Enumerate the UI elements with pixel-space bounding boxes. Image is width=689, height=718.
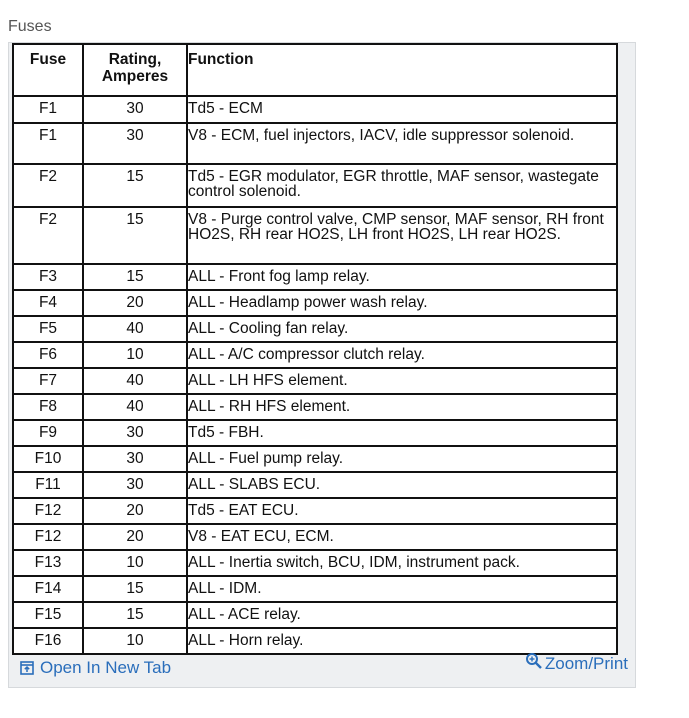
cell-rating: 10 bbox=[83, 342, 187, 368]
open-in-new-tab-link[interactable] bbox=[20, 658, 171, 678]
cell-fuse: F11 bbox=[13, 472, 83, 498]
cell-fuse: F8 bbox=[13, 394, 83, 420]
magnifier-icon bbox=[525, 652, 543, 670]
table-header-row bbox=[13, 44, 617, 96]
cell-rating: 40 bbox=[83, 394, 187, 420]
cell-function: ALL - Headlamp power wash relay. bbox=[187, 290, 617, 316]
cell-rating: 15 bbox=[83, 164, 187, 207]
header-rating-line2: Amperes bbox=[101, 68, 169, 85]
cell-function: ALL - RH HFS element. bbox=[187, 394, 617, 420]
cell-rating: 30 bbox=[83, 123, 187, 164]
cell-function: ALL - Fuel pump relay. bbox=[187, 446, 617, 472]
table-row bbox=[13, 576, 617, 602]
cell-fuse: F15 bbox=[13, 602, 83, 628]
table-row bbox=[13, 472, 617, 498]
cell-function: ALL - A/C compressor clutch relay. bbox=[187, 342, 617, 368]
cell-fuse: F12 bbox=[13, 524, 83, 550]
table-row bbox=[13, 446, 617, 472]
table-row bbox=[13, 123, 617, 164]
cell-rating: 15 bbox=[83, 207, 187, 264]
cell-rating: 30 bbox=[83, 446, 187, 472]
table-row bbox=[13, 164, 617, 207]
cell-fuse: F13 bbox=[13, 550, 83, 576]
cell-function: ALL - LH HFS element. bbox=[187, 368, 617, 394]
cell-rating: 20 bbox=[83, 498, 187, 524]
zoom-print-label: Zoom/Print bbox=[544, 654, 628, 673]
table-row bbox=[13, 420, 617, 446]
cell-rating: 15 bbox=[83, 602, 187, 628]
cell-function: Td5 - FBH. bbox=[187, 420, 617, 446]
cell-fuse: F6 bbox=[13, 342, 83, 368]
cell-rating: 20 bbox=[83, 290, 187, 316]
cell-function: ALL - ACE relay. bbox=[187, 602, 617, 628]
header-function: Function bbox=[187, 44, 617, 96]
header-rating-line1: Rating, bbox=[108, 51, 162, 68]
cell-fuse: F2 bbox=[13, 207, 83, 264]
fuse-table bbox=[12, 43, 618, 655]
cell-fuse: F9 bbox=[13, 420, 83, 446]
table-row bbox=[13, 550, 617, 576]
header-rating bbox=[83, 44, 187, 96]
table-row bbox=[13, 524, 617, 550]
cell-function: ALL - Horn relay. bbox=[187, 628, 617, 654]
cell-rating: 10 bbox=[83, 628, 187, 654]
cell-rating: 40 bbox=[83, 368, 187, 394]
cell-function: Td5 - EAT ECU. bbox=[187, 498, 617, 524]
cell-rating: 40 bbox=[83, 316, 187, 342]
table-row bbox=[13, 316, 617, 342]
cell-function: ALL - IDM. bbox=[187, 576, 617, 602]
table-row bbox=[13, 264, 617, 290]
table-row bbox=[13, 602, 617, 628]
cell-fuse: F16 bbox=[13, 628, 83, 654]
cell-function: Td5 - EGR modulator, EGR throttle, MAF sensor, wastegate control solenoid. bbox=[187, 164, 617, 207]
cell-fuse: F2 bbox=[13, 164, 83, 207]
cell-function: ALL - Front fog lamp relay. bbox=[187, 264, 617, 290]
cell-rating: 30 bbox=[83, 420, 187, 446]
zoom-print-link[interactable] bbox=[525, 654, 628, 674]
image-title: Fuses bbox=[8, 18, 52, 35]
cell-rating: 10 bbox=[83, 550, 187, 576]
image-footer bbox=[8, 654, 636, 684]
open-new-tab-icon bbox=[20, 661, 34, 675]
cell-fuse: F3 bbox=[13, 264, 83, 290]
fuse-table-image bbox=[12, 43, 618, 655]
table-row bbox=[13, 498, 617, 524]
cell-function: Td5 - ECM bbox=[187, 96, 617, 123]
cell-function: V8 - ECM, fuel injectors, IACV, idle suppressor solenoid. bbox=[187, 123, 617, 164]
table-row bbox=[13, 290, 617, 316]
cell-fuse: F7 bbox=[13, 368, 83, 394]
cell-fuse: F1 bbox=[13, 96, 83, 123]
cell-rating: 30 bbox=[83, 96, 187, 123]
cell-function: V8 - Purge control valve, CMP sensor, MAF sensor, RH front HO2S, RH rear HO2S, LH front HO2S, LH rear HO2S. bbox=[187, 207, 617, 264]
open-in-new-tab-label: Open In New Tab bbox=[40, 658, 172, 677]
cell-function: ALL - Inertia switch, BCU, IDM, instrument pack. bbox=[187, 550, 617, 576]
cell-fuse: F10 bbox=[13, 446, 83, 472]
cell-rating: 15 bbox=[83, 264, 187, 290]
cell-fuse: F5 bbox=[13, 316, 83, 342]
cell-fuse: F12 bbox=[13, 498, 83, 524]
table-row bbox=[13, 628, 617, 654]
table-row bbox=[13, 394, 617, 420]
table-row bbox=[13, 96, 617, 123]
table-row bbox=[13, 207, 617, 264]
cell-rating: 20 bbox=[83, 524, 187, 550]
cell-function: ALL - SLABS ECU. bbox=[187, 472, 617, 498]
table-row bbox=[13, 342, 617, 368]
cell-fuse: F4 bbox=[13, 290, 83, 316]
cell-rating: 15 bbox=[83, 576, 187, 602]
cell-fuse: F1 bbox=[13, 123, 83, 164]
cell-function: ALL - Cooling fan relay. bbox=[187, 316, 617, 342]
table-row bbox=[13, 368, 617, 394]
header-fuse: Fuse bbox=[13, 44, 83, 96]
cell-rating: 30 bbox=[83, 472, 187, 498]
cell-function: V8 - EAT ECU, ECM. bbox=[187, 524, 617, 550]
cell-fuse: F14 bbox=[13, 576, 83, 602]
